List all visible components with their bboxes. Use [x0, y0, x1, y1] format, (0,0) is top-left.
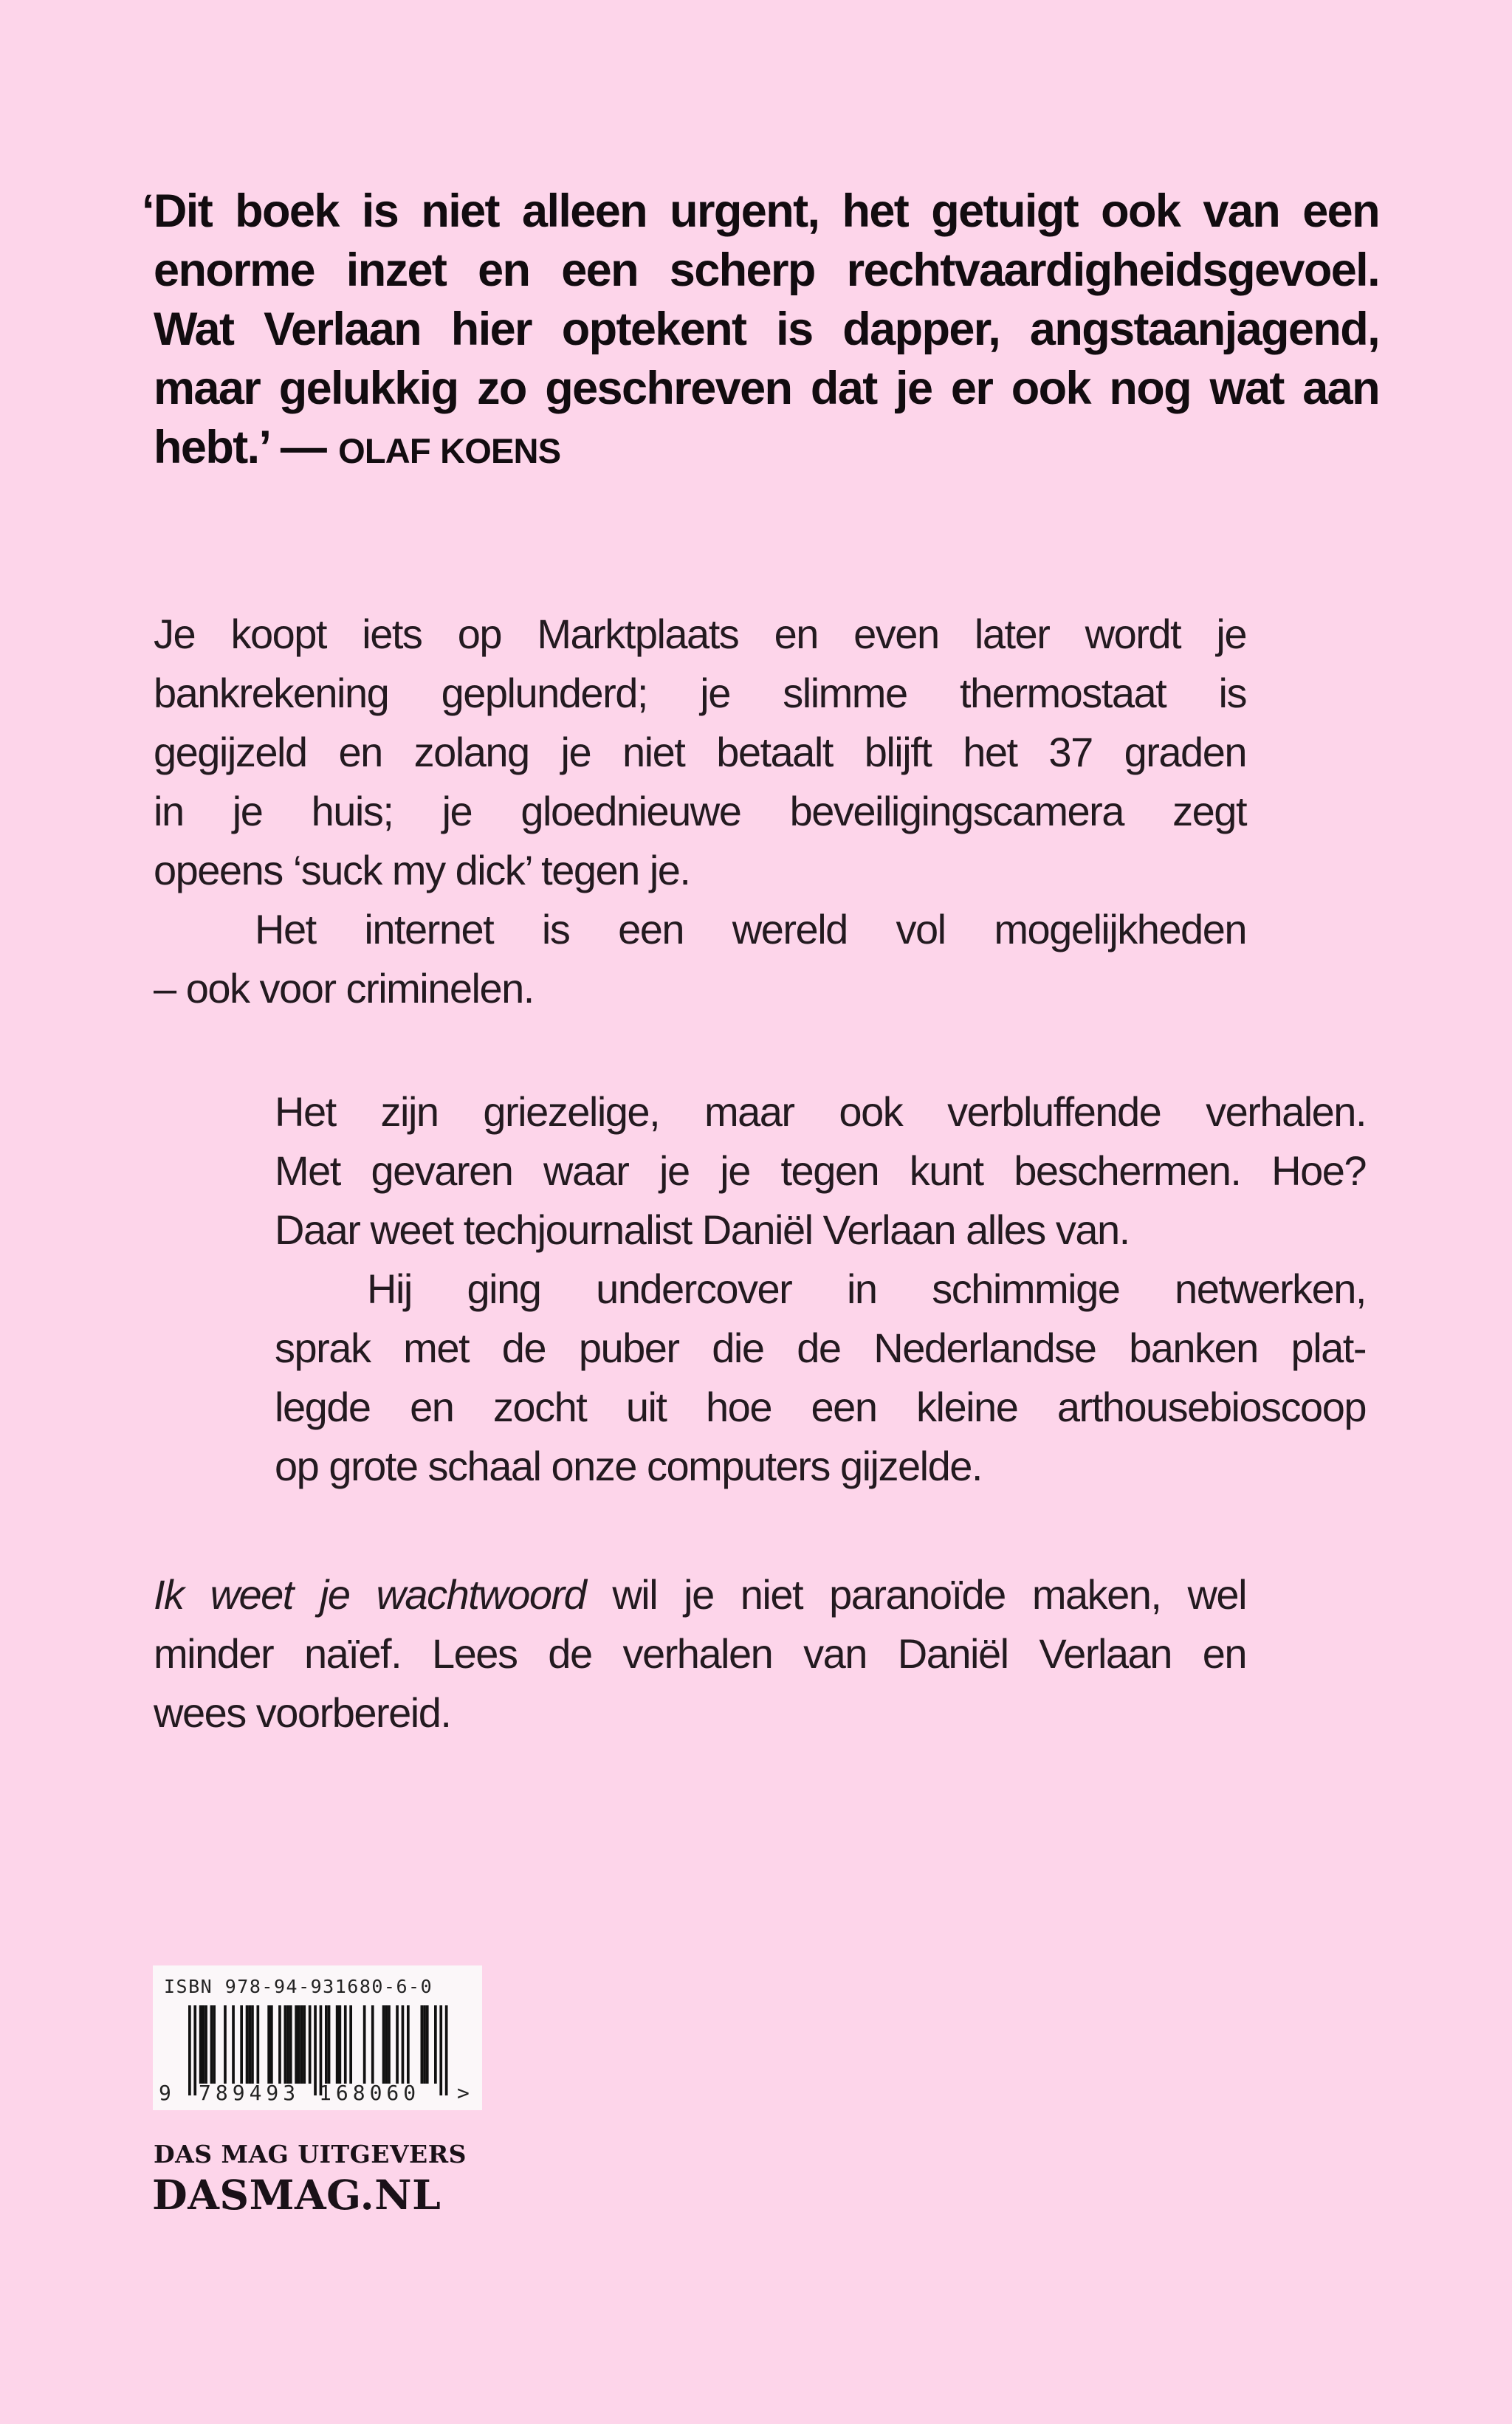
quote-line: enorme inzet en een scherp rechtvaardigheidsgevoel.	[154, 244, 1379, 296]
text-line: opeens ‘suck my dick’ tegen je.	[154, 847, 690, 893]
publisher-name: DAS MAG UITGEVERS	[154, 2140, 467, 2169]
intro-paragraph	[154, 605, 1246, 1018]
text-line: – ook voor criminelen.	[154, 965, 534, 1012]
quote-line: Wat Verlaan hier optekent is dapper, angstaanjagend,	[154, 303, 1379, 355]
ean-right-group: 168060	[319, 2081, 421, 2105]
ean-left-group: 789493	[199, 2081, 300, 2105]
text-line: Met gevaren waar je je tegen kunt beschermen. Hoe?	[275, 1147, 1366, 1194]
blurb-quote	[142, 182, 1379, 481]
isbn-label: ISBN 978-94-931680-6-0	[164, 1976, 433, 1997]
quote-attribution: OLAF KOENS	[338, 431, 561, 470]
quote-last-line	[154, 418, 1379, 481]
text-fragment: wil je niet paranoïde maken, wel	[585, 1571, 1247, 1618]
publisher-website: DASMAG.NL	[152, 2171, 441, 2219]
text-line: Daar weet techjournalist Daniël Verlaan alles van.	[275, 1206, 1130, 1253]
isbn-barcode	[153, 1965, 482, 2110]
text-line: bankrekening geplunderd; je slimme thermostaat is	[154, 670, 1246, 716]
text-line: Het zijn griezelige, maar ook verbluffende verhalen.	[275, 1088, 1366, 1135]
stories-paragraph	[275, 1082, 1366, 1496]
text-line: legde en zocht uit hoe een kleine arthousebioscoop	[275, 1384, 1366, 1430]
quote-line: ‘Dit boek is niet alleen urgent, het getuigt ook van een	[142, 185, 1379, 237]
text-line: minder naïef. Lees de verhalen van Daniël Verlaan en	[154, 1630, 1246, 1677]
closing-paragraph	[154, 1565, 1246, 1743]
text-line: gegijzeld en zolang je niet betaalt blijft het 37 graden	[154, 729, 1246, 775]
quote-line: maar gelukkig zo geschreven dat je er ook nog wat aan	[154, 363, 1379, 414]
text-line: op grote schaal onze computers gijzelde.	[275, 1443, 982, 1489]
text-line: wees voorbereid.	[154, 1689, 451, 1736]
text-line: Je koopt iets op Marktplaats en even later wordt je	[154, 611, 1246, 657]
book-title: Ik weet je wachtwoord	[154, 1571, 586, 1618]
ean-first-digit: 9	[159, 2081, 176, 2105]
quiet-zone-marker: >	[457, 2081, 474, 2105]
text-line: Hij ging undercover in schimmige netwerken,	[367, 1266, 1366, 1312]
text-line: sprak met de puber die de Nederlandse banken plat-	[275, 1325, 1366, 1371]
text-line: in je huis; je gloednieuwe beveiligingscamera zegt	[154, 788, 1246, 834]
text-line: Het internet is een wereld vol mogelijkheden	[255, 906, 1246, 952]
quote-line: hebt.’ —	[154, 422, 339, 473]
text-line	[154, 1565, 1246, 1624]
